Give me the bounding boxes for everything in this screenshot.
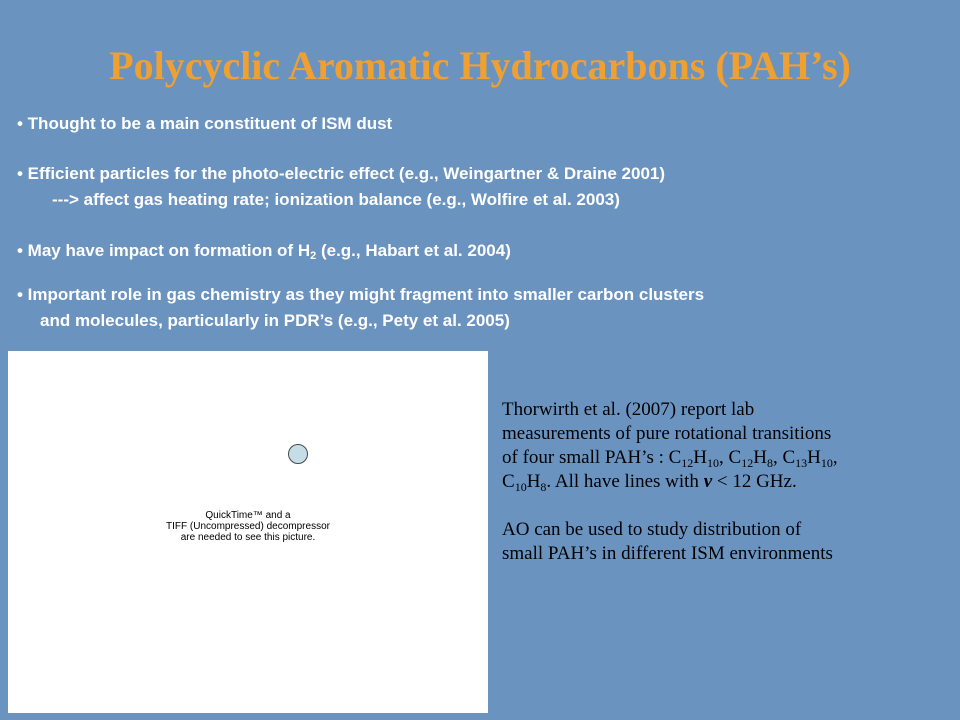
side-text-line1: Thorwirth et al. (2007) report lab [502, 399, 755, 420]
placeholder-circle-icon [288, 444, 308, 464]
bullet-gas-chemistry-line1: • Important role in gas chemistry as they might fragment into smaller carbon clusters [17, 285, 705, 304]
side-text-line6: small PAH’s in different ISM environments [502, 543, 833, 564]
formula4-c-subscript: 10 [514, 480, 527, 494]
side-text-line3 [502, 446, 952, 470]
bullet-h2-pre: • May have impact on formation of H [17, 241, 311, 260]
formula2-h: H [753, 447, 767, 468]
bullet-photo-electric-line1: • Efficient particles for the photo-electric effect (e.g., Weingartner & Draine 2001) [17, 164, 666, 183]
bullet-h2-subscript: 2 [310, 250, 317, 262]
quicktime-message-line1: QuickTime™ and a [205, 510, 291, 521]
formula1-h-subscript: 10 [707, 456, 720, 470]
side-text-line3-prefix: of four small PAH’s : C [502, 447, 682, 468]
bullet-photo-electric-line2: ---> affect gas heating rate; ionization balance (e.g., Wolfire et al. 2003) [52, 190, 620, 209]
bullet-h2-formation [17, 238, 511, 264]
paragraph-gap [502, 494, 952, 518]
side-text-line4 [502, 470, 952, 494]
separator-2: , C [772, 447, 796, 468]
nu-symbol: ν [703, 471, 713, 492]
side-text-line4-tail-pre: . All have lines with [546, 471, 704, 492]
quicktime-placeholder-image [8, 351, 488, 713]
formula2-h-subscript: 8 [766, 456, 773, 470]
quicktime-message-line3: are needed to see this picture. [180, 532, 316, 543]
formula4-c: C [502, 471, 515, 492]
formula1-h: H [693, 447, 708, 468]
formula4-h-subscript: 8 [540, 480, 547, 494]
separator-1: , C [719, 447, 742, 468]
side-text-line5: AO can be used to study distribution of [502, 519, 802, 540]
slide-title: Polycyclic Aromatic Hydrocarbons (PAH’s) [109, 43, 851, 88]
side-text-block [502, 398, 952, 566]
bullet-h2-post: (e.g., Habart et al. 2004) [316, 241, 511, 260]
formula2-c-subscript: 12 [741, 456, 754, 470]
formula4-h: H [526, 471, 541, 492]
formula3-c-subscript: 13 [795, 456, 808, 470]
separator-3: , [832, 447, 838, 468]
side-text-line2: measurements of pure rotational transitions [502, 423, 832, 444]
bullet-photo-electric [17, 161, 665, 213]
bullet-gas-chemistry [17, 282, 704, 334]
formula3-h-subscript: 10 [820, 456, 833, 470]
quicktime-message-line2: TIFF (Uncompressed) decompressor [166, 521, 330, 532]
formula1-c-subscript: 12 [681, 456, 694, 470]
bullet-gas-chemistry-line2: and molecules, particularly in PDR’s (e.g., Pety et al. 2005) [40, 311, 510, 330]
side-text-line4-tail-post: < 12 GHz. [712, 471, 797, 492]
bullet-ism-dust: • Thought to be a main constituent of ISM dust [17, 114, 393, 133]
formula3-h: H [807, 447, 821, 468]
quicktime-message [108, 510, 388, 543]
